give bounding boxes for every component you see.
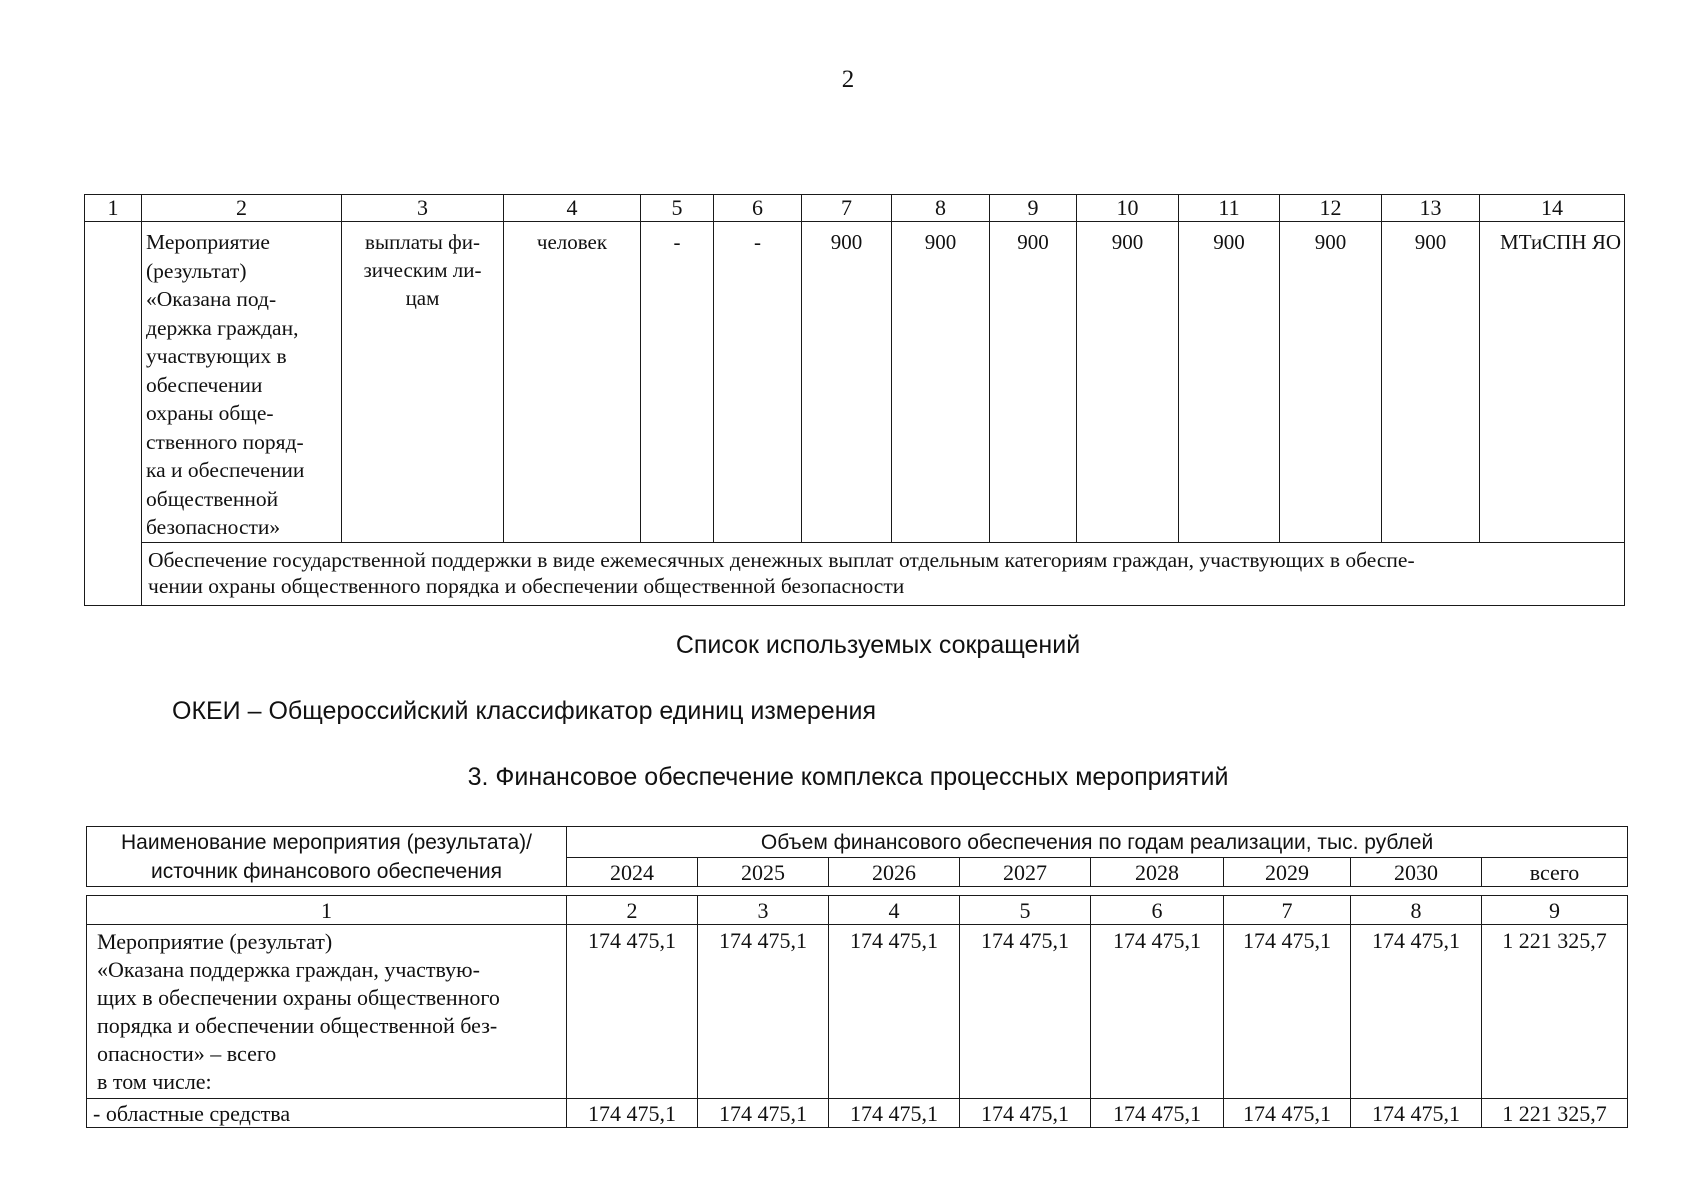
text-line: чении охраны общественного порядка и обеспечении общественной безопасности	[148, 573, 905, 598]
row-number-cell	[85, 222, 142, 606]
amount-cell: 174 475,1	[698, 925, 829, 1099]
amount-cell: 174 475,1	[1091, 1099, 1224, 1128]
amount-cell: 174 475,1	[829, 1099, 960, 1128]
column-number-cell: 6	[1091, 896, 1224, 925]
results-table	[84, 194, 1625, 606]
column-number-cell: 2	[142, 195, 342, 222]
page-number: 2	[841, 66, 855, 93]
value-cell: -	[641, 222, 714, 543]
text-line: охраны обще-	[146, 401, 274, 425]
column-numbers-row	[87, 896, 1628, 925]
amount-cell: 174 475,1	[1224, 925, 1351, 1099]
abbreviations-title: Список используемых сокращений	[675, 631, 1081, 659]
column-number-cell: 1	[87, 896, 567, 925]
text-line: источник финансового обеспечения	[150, 859, 503, 883]
amount-cell: 174 475,1	[960, 1099, 1091, 1128]
column-number-cell: 4	[504, 195, 641, 222]
column-number-cell: 12	[1280, 195, 1382, 222]
year-header: 2024	[567, 858, 698, 887]
text-line: ственного поряд-	[146, 429, 304, 454]
value-cell: 900	[1179, 222, 1280, 543]
activity-description-cell	[142, 542, 1625, 605]
year-header: 2030	[1351, 858, 1482, 887]
value-cell: 900	[990, 222, 1077, 543]
column-number-cell: 13	[1382, 195, 1480, 222]
year-header: 2026	[829, 858, 960, 887]
column-number-cell: 4	[829, 896, 960, 925]
activity-name-cell	[142, 222, 342, 543]
text-line: обеспечении	[146, 372, 263, 397]
column-number-cell: 9	[990, 195, 1077, 222]
text-line: «Оказана под-	[146, 287, 277, 311]
text-line: общественной	[146, 486, 279, 511]
amount-cell: 174 475,1	[1351, 1099, 1482, 1128]
column-number-cell: 5	[641, 195, 714, 222]
column-number-cell: 1	[85, 195, 142, 222]
value-cell: 900	[892, 222, 990, 543]
responsible-org-cell: МТиСПН ЯО	[1480, 222, 1625, 543]
text-line: опасности» – всего	[97, 1041, 277, 1066]
text-line: щих в обеспечении охраны общественного	[97, 985, 500, 1010]
unit-cell: человек	[504, 222, 641, 543]
amount-cell: 174 475,1	[829, 925, 960, 1099]
value-cell: 900	[1280, 222, 1382, 543]
text-line: ка и обеспечении	[146, 458, 305, 482]
text-line: Мероприятие	[146, 230, 270, 254]
table-row	[85, 222, 1625, 543]
finance-table	[86, 826, 1628, 1128]
text-line: участвующих в	[146, 344, 287, 368]
spacer-cell	[87, 887, 1628, 896]
column-number-cell: 3	[342, 195, 504, 222]
column-number-cell: 10	[1077, 195, 1179, 222]
text-line: в том числе:	[97, 1069, 212, 1094]
value-cell: -	[714, 222, 802, 543]
finance-section-title: 3. Финансовое обеспечение комплекса процессных мероприятий	[467, 763, 1229, 791]
column-number-cell: 14	[1480, 195, 1625, 222]
funding-source-cell: - областные средства	[87, 1099, 567, 1128]
text-line: цам	[405, 286, 440, 310]
text-line: порядка и обеспечении общественной без-	[97, 1013, 498, 1038]
table-row	[85, 542, 1625, 605]
amount-cell: 174 475,1	[1224, 1099, 1351, 1128]
column-number-cell: 8	[1351, 896, 1482, 925]
total-amount-cell: 1 221 325,7	[1482, 1099, 1628, 1128]
value-cell: 900	[802, 222, 892, 543]
activity-total-name-cell	[87, 925, 567, 1099]
text-line: «Оказана поддержка граждан, участвую-	[97, 957, 480, 982]
activity-type-cell	[342, 222, 504, 543]
header-spacer	[87, 887, 1628, 896]
year-header: 2027	[960, 858, 1091, 887]
year-header: 2029	[1224, 858, 1351, 887]
value-cell: 900	[1382, 222, 1480, 543]
volume-header: Объем финансового обеспечения по годам реализации, тыс. рублей	[567, 827, 1628, 858]
total-header: всего	[1482, 858, 1628, 887]
name-source-header	[87, 827, 567, 887]
column-number-cell: 3	[698, 896, 829, 925]
column-number-cell: 7	[802, 195, 892, 222]
table-row	[87, 925, 1628, 1099]
year-header: 2025	[698, 858, 829, 887]
year-header: 2028	[1091, 858, 1224, 887]
column-number-cell: 9	[1482, 896, 1628, 925]
amount-cell: 174 475,1	[960, 925, 1091, 1099]
amount-cell: 174 475,1	[567, 925, 698, 1099]
column-number-cell: 2	[567, 896, 698, 925]
value-cell: 900	[1077, 222, 1179, 543]
column-number-cell: 11	[1179, 195, 1280, 222]
text-line: Наименование мероприятия (результата)/	[121, 830, 532, 854]
amount-cell: 174 475,1	[567, 1099, 698, 1128]
text-line: Обеспечение государственной поддержки в виде ежемесячных денежных выплат отдельным категориям граждан, участвующих в обеспе-	[148, 547, 1415, 572]
text-line: безопасности»	[146, 515, 281, 539]
text-line: зическим ли-	[363, 258, 482, 282]
amount-cell: 174 475,1	[698, 1099, 829, 1128]
text-line: (результат)	[146, 258, 247, 283]
abbreviation-item: ОКЕИ – Общероссийский классификатор единиц измерения	[172, 697, 877, 725]
finance-header-row	[87, 827, 1628, 858]
results-table-header-row	[85, 195, 1625, 222]
column-number-cell: 6	[714, 195, 802, 222]
column-number-cell: 8	[892, 195, 990, 222]
text-line: Мероприятие (результат)	[97, 929, 333, 954]
amount-cell: 174 475,1	[1351, 925, 1482, 1099]
table-row	[87, 1099, 1628, 1128]
column-number-cell: 5	[960, 896, 1091, 925]
total-amount-cell: 1 221 325,7	[1482, 925, 1628, 1099]
column-number-cell: 7	[1224, 896, 1351, 925]
amount-cell: 174 475,1	[1091, 925, 1224, 1099]
text-line: выплаты фи-	[365, 230, 480, 254]
text-line: держка граждан,	[146, 315, 299, 340]
